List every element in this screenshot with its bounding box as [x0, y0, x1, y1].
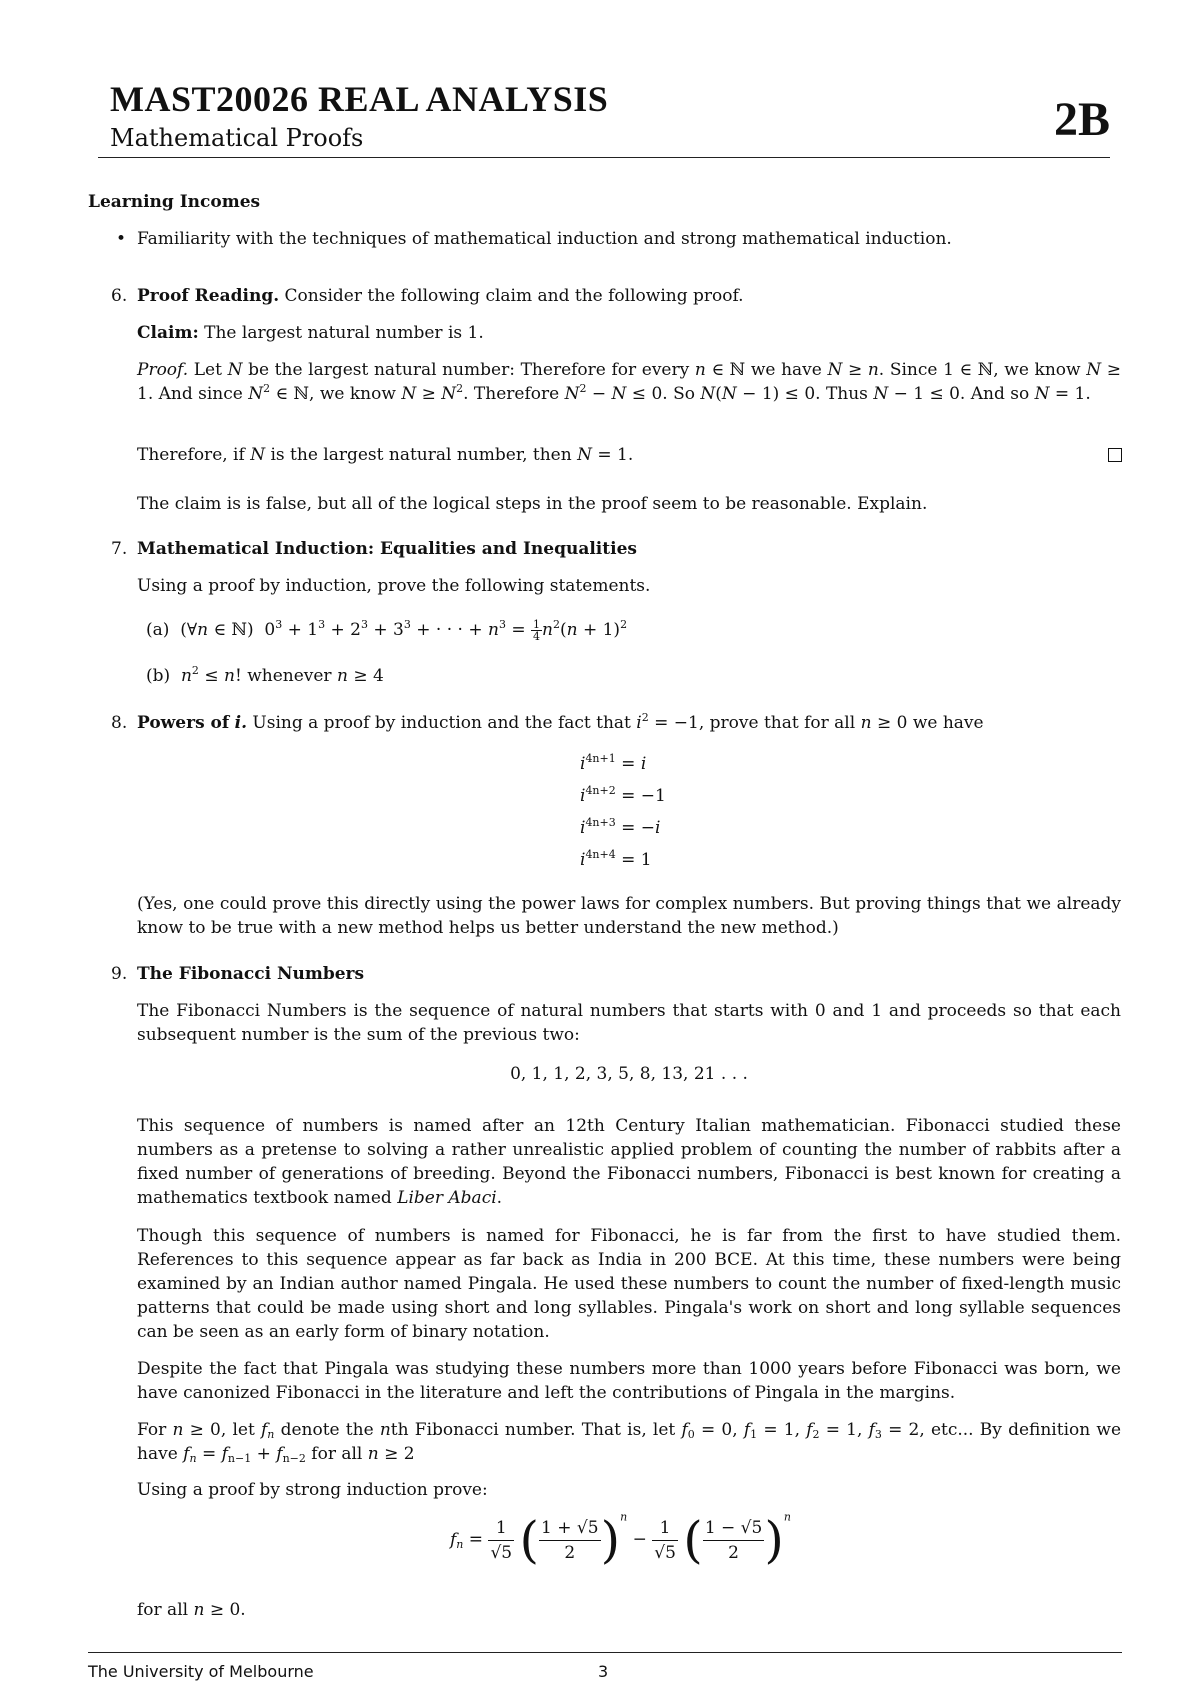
q9-paragraph-1: The Fibonacci Numbers is the sequence of natural numbers that starts with 0 and 1 and proceeds so that each subsequent number is the sum of the previous two:: [137, 1001, 1121, 1045]
q7-part-a: (a) (∀n ∈ ℕ) $0^3 + 1^3 + 2^3 + 3^3$ + · · · + $n^3$ = $\frac{1}{4}$ $n^2(n + 1)^2$: [146, 618, 628, 643]
part-b-label: (b): [146, 666, 171, 686]
course-title: MAST20026 REAL ANALYSIS: [110, 79, 609, 119]
q6-claim: [137, 321, 1121, 345]
q7-number: 7.: [111, 539, 128, 559]
q9-paragraph-3: Though this sequence of numbers is named for Fibonacci, he is far from the first to have studied them. References to this sequence appear as far back as India in 200 BCE. At this time, these numbers were being examined by an Indian author named Pingala. He used these numbers to count the number of fixed-length music patterns that could be made using short and long syllables. Pingala's work on short and long syllable sequences can be seen as an early form of binary notation.: [137, 1226, 1121, 1342]
eq-power-1: $i^{4n+1} = i$: [580, 752, 647, 774]
footer-rule: [88, 1652, 1122, 1653]
sheet-code: 2B: [1053, 93, 1110, 146]
claim-text: The largest natural number is 1.: [204, 323, 484, 343]
eq-power-4: $i^{4n+4} = 1$: [580, 848, 652, 870]
q7-intro: Using a proof by induction, prove the following statements.: [137, 576, 651, 596]
q7-part-b: (b) $n^2 \le n$! whenever n ≥ 4: [146, 664, 384, 686]
q9-paragraph-2: This sequence of numbers is named after an 12th Century Italian mathematician. Fibonacci studied these numbers as a pretense to solving a rather unrealistic applied problem of counting the number of rabbits after a fixed number of generations of breeding. Beyond the Fibonacci numbers, Fibonacci is best known for creating a mathematics textbook named Liber Abaci.: [137, 1116, 1121, 1208]
sheet-subtitle: Mathematical Proofs: [110, 124, 364, 152]
q9-paragraph-6: Using a proof by strong induction prove:: [137, 1480, 488, 1500]
q8-header-line: Powers of i. Using a proof by induction and the fact that $i^2 = -1$, prove that for all n ≥ 0 we have: [137, 711, 984, 733]
q6-closing: The claim is is false, but all of the logical steps in the proof seem to be reasonable. Explain.: [137, 494, 928, 514]
q6-number: 6.: [111, 286, 128, 306]
q8-note: (Yes, one could prove this directly using the power laws for complex numbers. But proving things that we already know to be true with a new method helps us better understand the new method.): [137, 894, 1121, 938]
bullet-marker: •: [116, 229, 127, 249]
page-number: 3: [598, 1662, 609, 1681]
q8-number: 8.: [111, 713, 128, 733]
q8-title-var: i.: [234, 713, 248, 733]
learning-bullet: Familiarity with the techniques of mathematical induction and strong mathematical induction.: [137, 229, 952, 249]
book-title: Liber Abaci: [397, 1188, 497, 1208]
fibonacci-sequence: 0, 1, 1, 2, 3, 5, 8, 13, 21 . . .: [510, 1064, 748, 1084]
learning-heading: Learning Incomes: [88, 192, 261, 212]
q6-therefore: Therefore, if N is the largest natural number, then N = 1.: [137, 445, 634, 465]
part-b-tail: whenever: [247, 666, 332, 686]
eq-power-3: $i^{4n+3} = -i$: [580, 816, 661, 838]
q7-title: Mathematical Induction: Equalities and Inequalities: [137, 539, 637, 559]
q6-proof: Proof. Let N be the largest natural number: Therefore for every n ∈ ℕ we have N ≥ n. Since 1 ∈ ℕ, we know N ≥ 1. And since $N^2$ ∈ ℕ, we know $N \ge N^2$. Therefore $N^2 - N \le 0$. So N(N − 1) ≤ 0. Thus N − 1 ≤ 0. And so N = 1.: [137, 360, 1121, 404]
binet-formula: $f_n$ = $\frac{1}{√5}$ ( $\frac{1 + √5}{2}$ )$^n$ − $\frac{1}{√5}$ ( $\frac{1 - √5}{2}$ )$^n$: [450, 1510, 791, 1569]
qed-box: [1108, 448, 1122, 462]
q6-header-line: [137, 284, 1121, 308]
q8-title: Powers of: [137, 713, 230, 733]
q9-p2-text: This sequence of numbers is named after an 12th Century Italian mathematician. Fibonacci studied these numbers as a pretense to solving a rather unrealistic applied problem of counting the number of rabbits after a fixed number of generations of breeding. Beyond the Fibonacci numbers, Fibonacci is best known for creating a mathematics textbook named: [137, 1116, 1121, 1208]
part-a-label: (a): [146, 620, 170, 640]
footer-institution: The University of Melbourne: [88, 1662, 314, 1681]
claim-label: Claim:: [137, 323, 199, 343]
eq-power-2: $i^{4n+2} = -1$: [580, 784, 666, 806]
for-all-text: for all: [137, 1600, 189, 1620]
q9-number: 9.: [111, 964, 128, 984]
q9-paragraph-4: Despite the fact that Pingala was studying these numbers more than 1000 years before Fibonacci was born, we have canonized Fibonacci in the literature and left the contributions of Pingala in the margins.: [137, 1359, 1121, 1403]
q9-paragraph-7: for all n ≥ 0.: [137, 1600, 246, 1620]
q9-title: The Fibonacci Numbers: [137, 964, 365, 984]
header-rule: [98, 157, 1110, 158]
proof-label: Proof.: [137, 360, 189, 380]
q9-paragraph-5: For n ≥ 0, let $f_n$ denote the nth Fibonacci number. That is, let $f_0 = 0$, $f_1 = 1$, $f_2 = 1$, $f_3 = 2$, etc... By definition we have $f_n = f_{n-1} + f_{n-2}$ for all n ≥ 2: [137, 1420, 1122, 1465]
q6-title: Proof Reading.: [137, 286, 280, 306]
q6-intro: Consider the following claim and the following proof.: [284, 286, 744, 306]
